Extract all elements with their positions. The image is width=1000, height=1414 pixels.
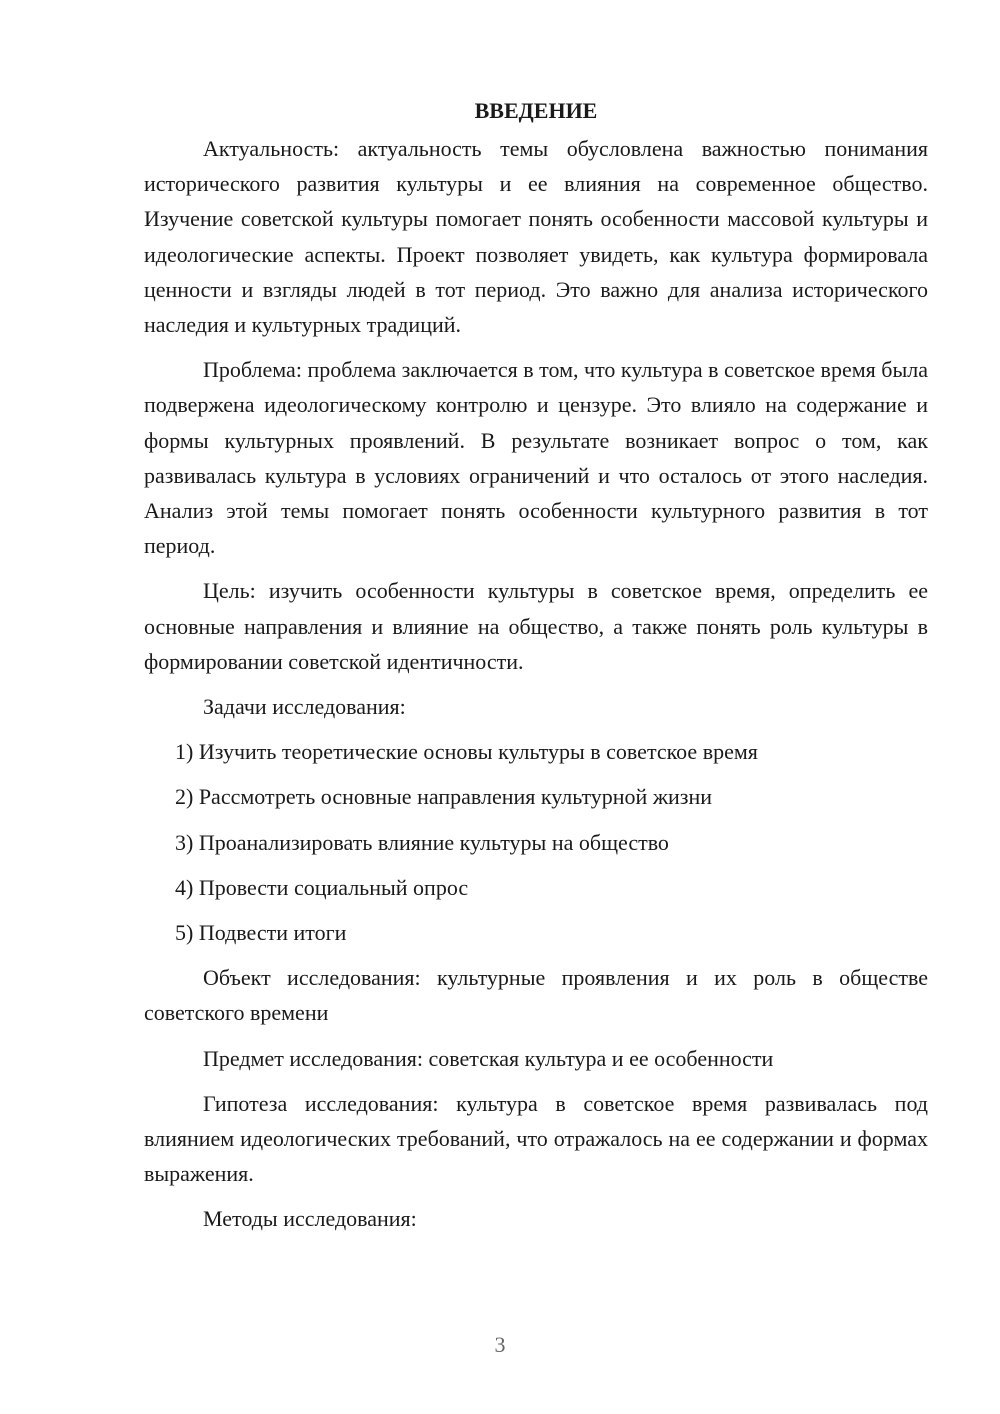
tasks-list	[144, 734, 928, 950]
object-paragraph: Объект исследования: культурные проявления и их роль в обществе советского времени	[144, 965, 928, 1026]
relevance-paragraph: Актуальность: актуальность темы обусловлена важностью понимания исторического развития культуры и ее влияния на современное общество. Изучение советской культуры помогает понять особенности массовой культуры и идеологические аспекты. Проект позволяет увидеть, как культура формировала ценности и взгляды людей в тот период. Это важно для анализа исторического наследия и культурных традиций.	[144, 136, 928, 338]
hypothesis-paragraph: Гипотеза исследования: культура в советское время развивалась под влиянием идеологических требований, что отражалось на ее содержании и формах выражения.	[144, 1090, 928, 1187]
list-item: 1) Изучить теоретические основы культуры в советское время	[175, 739, 758, 765]
document-page	[144, 95, 928, 1247]
subject-paragraph: Предмет исследования: советская культура и ее особенности	[203, 1045, 774, 1071]
page-number: 3	[494, 1332, 506, 1357]
list-item: 4) Провести социальный опрос	[175, 874, 469, 900]
page-title: ВВЕДЕНИЕ	[474, 98, 598, 123]
list-item: 2) Рассмотреть основные направления культурной жизни	[175, 784, 713, 810]
list-item: 5) Подвести итоги	[175, 920, 347, 946]
tasks-heading: Задачи исследования:	[203, 694, 406, 720]
list-item: 3) Проанализировать влияние культуры на общество	[175, 829, 669, 855]
goal-paragraph: Цель: изучить особенности культуры в советское время, определить ее основные направления и влияние на общество, а также понять роль культуры в формировании советской идентичности.	[144, 578, 928, 674]
problem-paragraph: Проблема: проблема заключается в том, что культура в советское время была подвержена идеологическому контролю и цензуре. Это влияло на содержание и формы культурных проявлений. В результате возникает вопрос о том, как развивалась культура в условиях ограничений и что осталось от этого наследия. Анализ этой темы помогает понять особенности культурного развития в тот период.	[144, 357, 928, 559]
methods-heading: Методы исследования:	[203, 1206, 417, 1232]
